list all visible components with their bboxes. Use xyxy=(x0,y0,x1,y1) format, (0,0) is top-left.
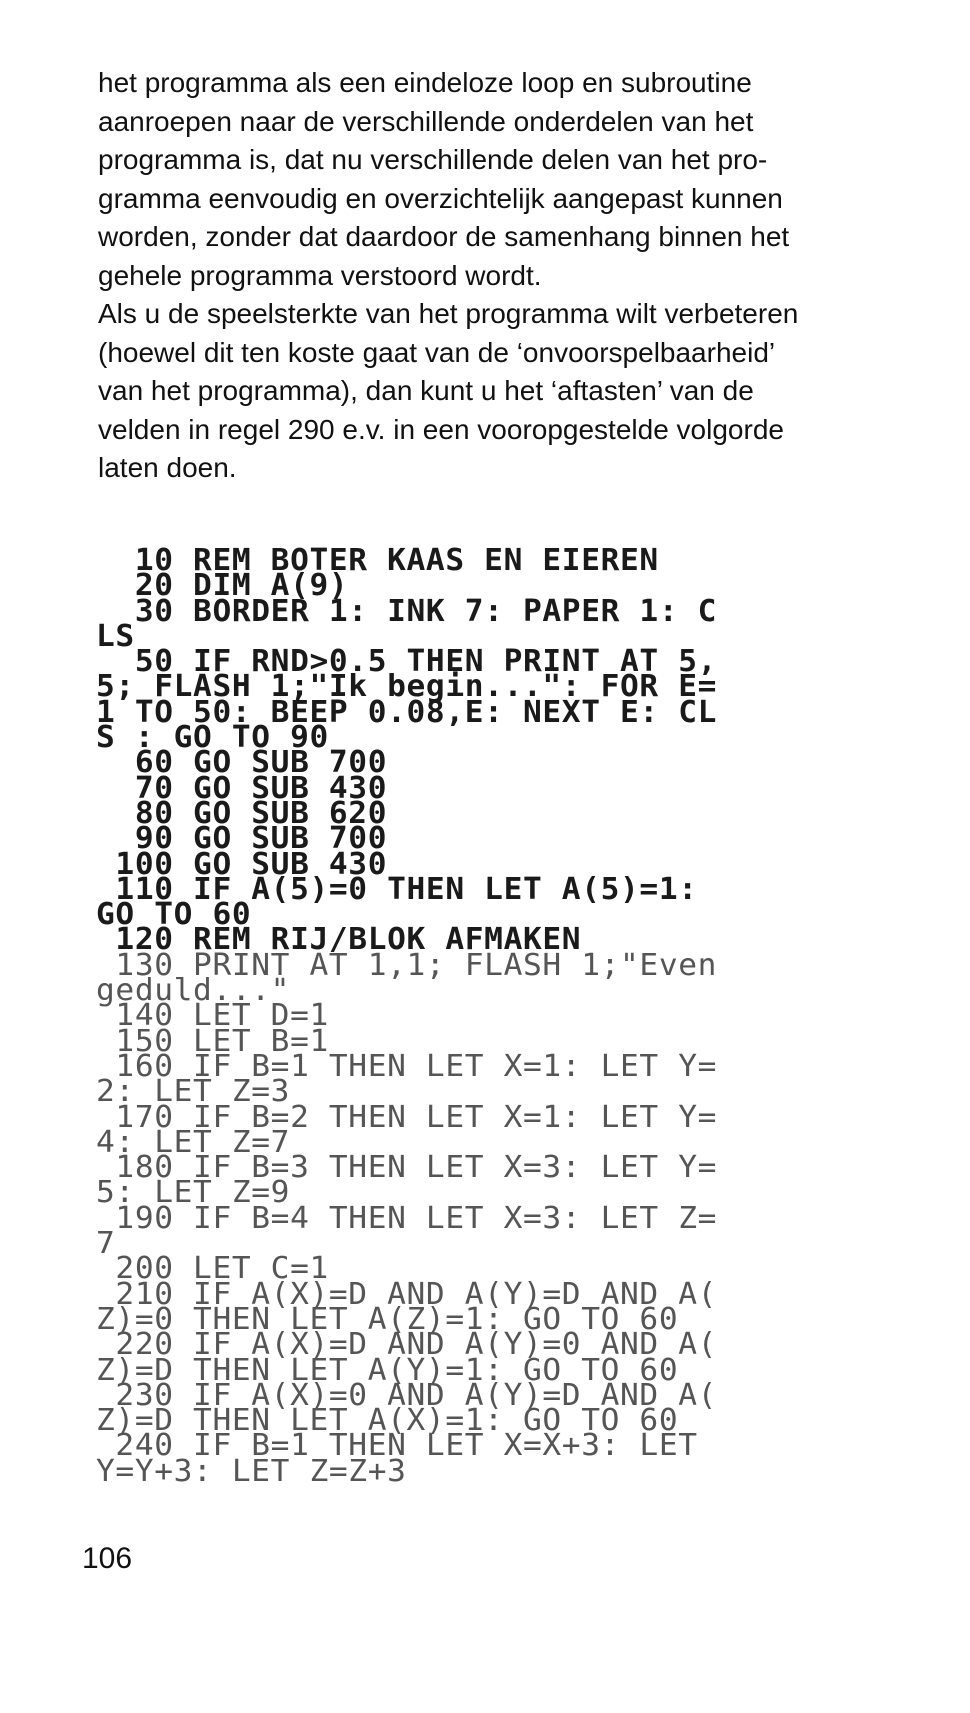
page-number: 106 xyxy=(82,1542,133,1575)
code-line: 110 IF A(5)=0 THEN LET A(5)=1: xyxy=(96,871,698,907)
code-line: 2: LET Z=3 xyxy=(96,1074,291,1110)
code-line: 200 LET C=1 xyxy=(96,1251,329,1287)
basic-program-listing xyxy=(96,543,934,1489)
code-line: 50 IF RND>0.5 THEN PRINT AT 5, xyxy=(96,644,718,680)
text-line: gehele programma verstoord wordt. xyxy=(98,259,542,291)
code-line: 180 IF B=3 THEN LET X=3: LET Y= xyxy=(96,1150,718,1186)
code-line: 5; FLASH 1;"Ik begin...": FOR E= xyxy=(96,669,718,705)
code-line: Z)=D THEN LET A(Y)=1: GO TO 60 xyxy=(96,1352,679,1388)
code-line: 4: LET Z=7 xyxy=(96,1124,291,1160)
code-line: 170 IF B=2 THEN LET X=1: LET Y= xyxy=(96,1099,718,1135)
code-line: 190 IF B=4 THEN LET X=3: LET Z= xyxy=(96,1200,718,1236)
code-line: 80 GO SUB 620 xyxy=(96,795,388,831)
code-line: 220 IF A(X)=D AND A(Y)=0 AND A( xyxy=(96,1327,718,1363)
code-line: 240 IF B=1 THEN LET X=X+3: LET xyxy=(96,1428,698,1464)
text-line: velden in regel 290 e.v. in een vooropgestelde volgorde xyxy=(98,413,784,445)
code-line: 230 IF A(X)=0 AND A(Y)=D AND A( xyxy=(96,1377,718,1413)
code-line: 60 GO SUB 700 xyxy=(96,745,388,781)
body-text xyxy=(98,64,903,488)
text-line: worden, zonder dat daardoor de samenhang binnen het xyxy=(98,221,790,252)
code-line: geduld..." xyxy=(96,973,291,1009)
code-line: 30 BORDER 1: INK 7: PAPER 1: C xyxy=(96,593,718,629)
code-line: Z)=D THEN LET A(X)=1: GO TO 60 xyxy=(96,1403,679,1439)
code-line: 90 GO SUB 700 xyxy=(96,821,388,857)
code-line: 20 DIM A(9) xyxy=(96,568,349,604)
text-line: van het programma), dan kunt u het ‘aftasten’ van de xyxy=(98,375,754,406)
code-line: LS xyxy=(96,618,135,654)
code-line: 210 IF A(X)=D AND A(Y)=D AND A( xyxy=(96,1276,718,1312)
code-line: S : GO TO 90 xyxy=(96,720,329,756)
code-line: 150 LET B=1 xyxy=(96,1023,329,1059)
code-line: 1 TO 50: BEEP 0.08,E: NEXT E: CL xyxy=(96,694,718,730)
code-line: Z)=0 THEN LET A(Z)=1: GO TO 60 xyxy=(96,1301,679,1337)
code-line: 5: LET Z=9 xyxy=(96,1175,291,1211)
code-line: 160 IF B=1 THEN LET X=1: LET Y= xyxy=(96,1048,718,1084)
code-line: 10 REM BOTER KAAS EN EIEREN xyxy=(96,543,659,578)
text-line: programma is, dat nu verschillende delen van het pro- xyxy=(98,144,768,175)
text-line: (hoewel dit ten koste gaat van de ‘onvoorspelbaarheid’ xyxy=(98,336,776,368)
text-line: het programma als een eindeloze loop en subroutine xyxy=(98,67,752,98)
text-line: laten doen. xyxy=(98,452,237,483)
code-line: 130 PRINT AT 1,1; FLASH 1;"Even xyxy=(96,947,718,983)
code-line: 7 xyxy=(96,1226,116,1262)
text-line: gramma eenvoudig en overzichtelijk aangepast kunnen xyxy=(98,182,783,214)
code-line: 100 GO SUB 430 xyxy=(96,846,388,882)
code-line: 70 GO SUB 430 xyxy=(96,770,388,806)
code-line: GO TO 60 xyxy=(96,897,252,933)
text-line: Als u de speelsterkte van het programma wilt verbeteren xyxy=(98,298,799,329)
code-line: 140 LET D=1 xyxy=(96,998,329,1034)
text-line: aanroepen naar de verschillende onderdelen van het xyxy=(98,105,754,137)
code-line: Y=Y+3: LET Z=Z+3 xyxy=(96,1453,407,1489)
code-line: 120 REM RIJ/BLOK AFMAKEN xyxy=(96,922,582,958)
